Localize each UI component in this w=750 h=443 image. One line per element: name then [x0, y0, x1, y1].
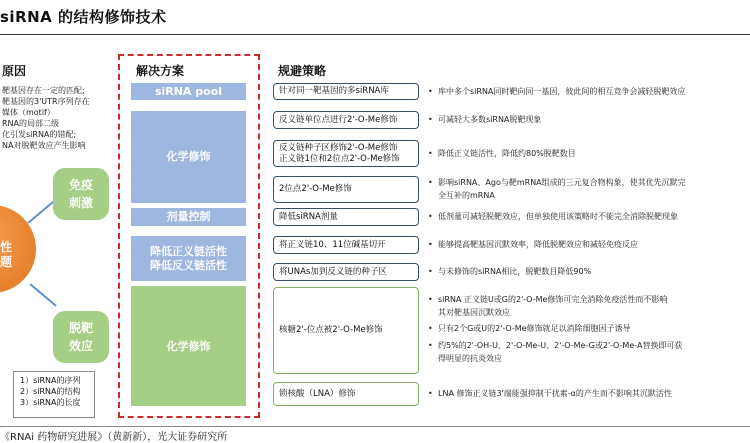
effect-text: • 只有2个G或U的2'-O-Me修饰就足以消除细胞因子诱导 [428, 322, 631, 335]
strategy-text: 反义链单位点进行2'-O-Me修饰 [279, 114, 398, 125]
effect-text: • 能够提高靶基因沉默效率，降低脱靶效应和减轻免疫反应 [428, 238, 638, 251]
factor-item: 1）siRNA的序列 [20, 376, 81, 385]
effect-text: • LNA 修饰正义链3'端能强抑制干扰素-α的产生而不影响其沉默活性 [428, 387, 672, 400]
effect-text: • 影响siRNA、Ago与靶mRNA组成的三元复合物构象，使其优先沉默完 [428, 176, 686, 189]
circle-line: 性 [0, 240, 13, 254]
source-footnote: 《RNAi 药物研究进展》（黄新新），光大证券研究所 [0, 432, 228, 443]
offtarget-line: 效应 [68, 339, 93, 353]
cause-line: 靶基因的3'UTR序列存在 [2, 97, 90, 106]
strategy-text: 降低siRNA剂量 [279, 211, 338, 222]
strategy-box [273, 208, 419, 226]
solution-sirna-pool: siRNA pool [131, 83, 246, 100]
factor-box [13, 371, 95, 418]
solution-chemical-modification: 化学修饰 [131, 111, 246, 203]
footer-divider [0, 426, 750, 427]
cause-line: 媒体（motif） [2, 108, 55, 117]
strategy-box [273, 263, 419, 281]
immune-line: 刺激 [68, 196, 93, 210]
effect-text-cont: 得明显的抗炎效应 [438, 354, 502, 363]
effect-text-cont: 其对靶基因沉默效应 [438, 308, 510, 317]
effect-text: • 低剂量可减轻脱靶效应，但单独使用该策略时不能完全消除脱靶现象 [428, 210, 678, 223]
offtarget-line: 脱靶 [68, 321, 93, 335]
circle-line: 题 [0, 255, 13, 269]
strategy-text: 2位点2'-O-Me修饰 [279, 184, 352, 194]
factor-item: 3）siRNA的长度 [20, 398, 81, 407]
solutions-heading: 解决方案 [136, 64, 185, 78]
effect-text: • siRNA 正义链U或G的2'-O-Me修饰可完全消除免疫活性而不影响 [428, 293, 667, 306]
immune-line: 免疫 [68, 178, 93, 192]
strategy-text: 针对同一靶基因的多siRNA库 [279, 86, 389, 96]
strategy-box [273, 83, 419, 100]
cause-line: 化引发siRNA的错配; [2, 130, 77, 139]
strategies-heading: 规避策略 [278, 64, 327, 78]
solution-reduce-strand-activity: 降低正义链活性 降低反义链活性 [131, 236, 246, 281]
effect-text: • 库中多个siRNA同时靶向同一基因，彼此间的相互竞争会减轻脱靶效应 [428, 85, 685, 98]
strategy-text: 核糖2'-位点被2'-O-Me修饰 [279, 325, 383, 335]
strategy-box [273, 111, 419, 129]
cause-line: NA对脱靶效应产生影响 [2, 141, 86, 150]
arrow-offtarget [29, 283, 56, 306]
cause-line: RNA的局部二级 [2, 119, 60, 128]
effect-text: • 与未修饰的siRNA相比，脱靶数目降低90% [428, 265, 591, 278]
immune-stimulation-box [53, 168, 109, 220]
arrow-immune [27, 200, 54, 223]
strategy-box [273, 382, 419, 406]
strategy-box [273, 236, 419, 254]
effect-text: • 可减轻大多数siRNA脱靶现象 [428, 113, 541, 126]
strategy-box [273, 140, 419, 167]
strategy-text: 将UNAs加到反义链的种子区 [279, 266, 387, 277]
strategy-text: 正义链1位和2位点2'-O-Me修饰 [279, 153, 400, 164]
cause-line: 靶基因存在一定的匹配; [2, 86, 85, 95]
offtarget-effect-box [53, 311, 109, 363]
effect-text-cont: 全互补的mRNA [438, 191, 495, 200]
page-title: siRNA 的结构修饰技术 [0, 8, 167, 26]
strategy-text: 锁核酸（LNA）修饰 [279, 388, 356, 399]
effect-text: • 约5%的2'-OH-U、2'-O-Me-U、2'-O-Me-G或2'-O-Me-A替换即可获 [428, 339, 682, 352]
solution-chemical-modification-2: 化学修饰 [131, 286, 246, 406]
effect-text: • 降低正义链活性，降低约80%脱靶数目 [428, 147, 576, 160]
title-divider [0, 34, 750, 35]
strategy-box [273, 176, 419, 203]
factor-item: 2）siRNA的结构 [20, 387, 81, 396]
strategy-text: 将正义链10、11位碱基切开 [279, 239, 386, 250]
solution-dose-control: 剂量控制 [131, 208, 246, 226]
strategy-text: 反义链种子区修饰2'-O-Me修饰 [279, 142, 398, 153]
strategy-box [273, 287, 419, 374]
causes-heading: 原因 [2, 64, 27, 78]
problem-circle-label [0, 240, 12, 270]
